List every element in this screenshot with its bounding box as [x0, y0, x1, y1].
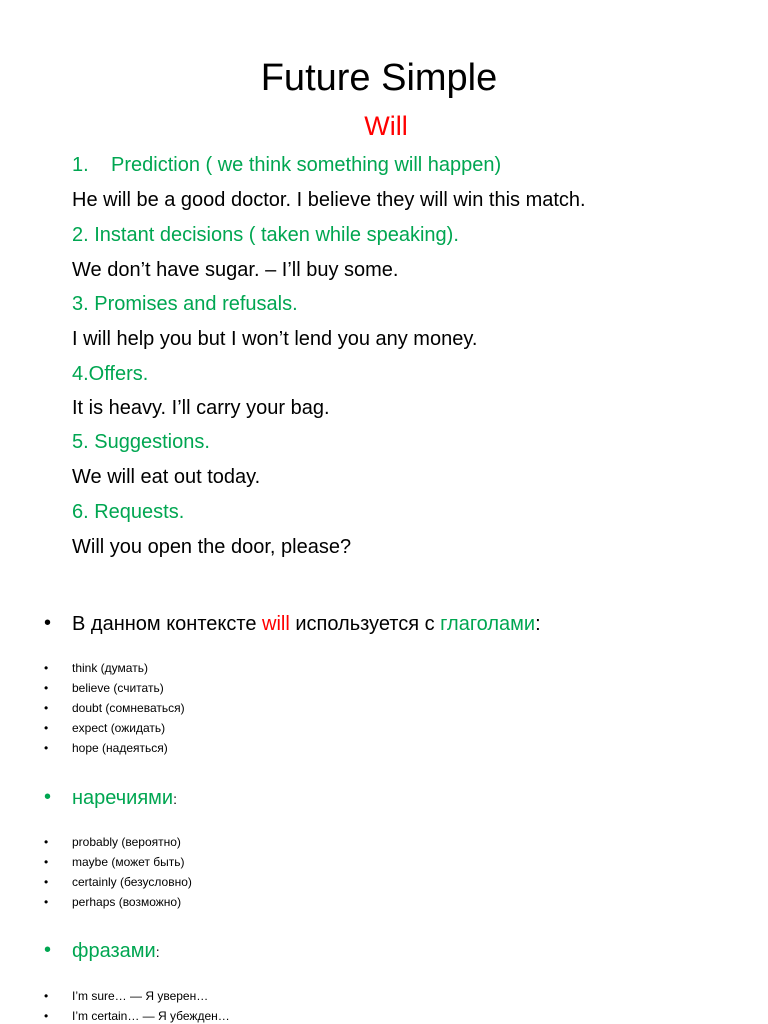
use-heading-1-number: 1. — [72, 154, 89, 176]
bullet-icon: • — [44, 681, 49, 695]
use-heading-2: 2. Instant decisions ( taken while speaking). — [72, 224, 459, 246]
use-example-4: It is heavy. I’ll carry your bag. — [72, 397, 330, 419]
use-heading-1-text: Prediction ( we think something will happen) — [111, 154, 502, 176]
list-item-text: expect (ожидать) — [72, 721, 166, 735]
phrases-heading-word: фразами — [72, 940, 156, 962]
list-item-text: probably (вероятно) — [72, 835, 181, 849]
context-colon: : — [535, 613, 541, 635]
bullet-icon: • — [44, 939, 52, 961]
bullet-icon: • — [44, 786, 52, 808]
context-verbs-word: глаголами — [440, 613, 536, 635]
bullet-icon: • — [44, 1009, 49, 1023]
bullet-icon: • — [44, 701, 49, 715]
adverbs-heading-colon: : — [173, 791, 177, 807]
list-item-text: think (думать) — [72, 661, 148, 675]
use-example-1: He will be a good doctor. I believe they will win this match. — [72, 189, 586, 211]
list-item-text: I’m sure… — Я уверен… — [72, 989, 209, 1003]
bullet-icon: • — [44, 895, 49, 909]
list-item-text: doubt (сомневаться) — [72, 701, 185, 715]
list-item-text: perhaps (возможно) — [72, 895, 182, 909]
list-item-text: certainly (безусловно) — [72, 875, 192, 889]
bullet-icon: • — [44, 835, 49, 849]
bullet-icon: • — [44, 661, 49, 675]
list-item-text: believe (считать) — [72, 681, 164, 695]
use-example-5: We will eat out today. — [72, 466, 261, 488]
list-item-text: maybe (может быть) — [72, 855, 185, 869]
bullet-icon: • — [44, 721, 49, 735]
adverbs-heading — [72, 784, 177, 813]
use-heading-4: 4.Offers. — [72, 363, 149, 385]
page-subtitle: Will — [364, 111, 408, 141]
list-item-text: hope (надеяться) — [72, 741, 168, 755]
use-example-3: I will help you but I won’t lend you any money. — [72, 328, 478, 350]
list-item-text: I’m certain… — Я убежден… — [72, 1009, 230, 1023]
adverbs-heading-word: наречиями — [72, 787, 174, 809]
bullet-icon: • — [44, 612, 52, 634]
context-text — [72, 610, 541, 638]
bullet-icon: • — [44, 875, 49, 889]
context-prefix: В данном контексте — [72, 613, 262, 635]
context-middle: используется с — [289, 613, 441, 635]
use-example-2: We don’t have sugar. – I’ll buy some. — [72, 259, 399, 281]
bullet-icon: • — [44, 741, 49, 755]
use-heading-5: 5. Suggestions. — [72, 431, 210, 453]
use-heading-3: 3. Promises and refusals. — [72, 293, 298, 315]
bullet-icon: • — [44, 989, 49, 1003]
use-heading-6: 6. Requests. — [72, 501, 185, 523]
page-title: Future Simple — [260, 57, 498, 99]
phrases-heading — [72, 937, 160, 966]
use-example-6: Will you open the door, please? — [72, 536, 352, 558]
bullet-icon: • — [44, 855, 49, 869]
context-will: will — [262, 613, 290, 635]
phrases-heading-colon: : — [155, 944, 160, 960]
